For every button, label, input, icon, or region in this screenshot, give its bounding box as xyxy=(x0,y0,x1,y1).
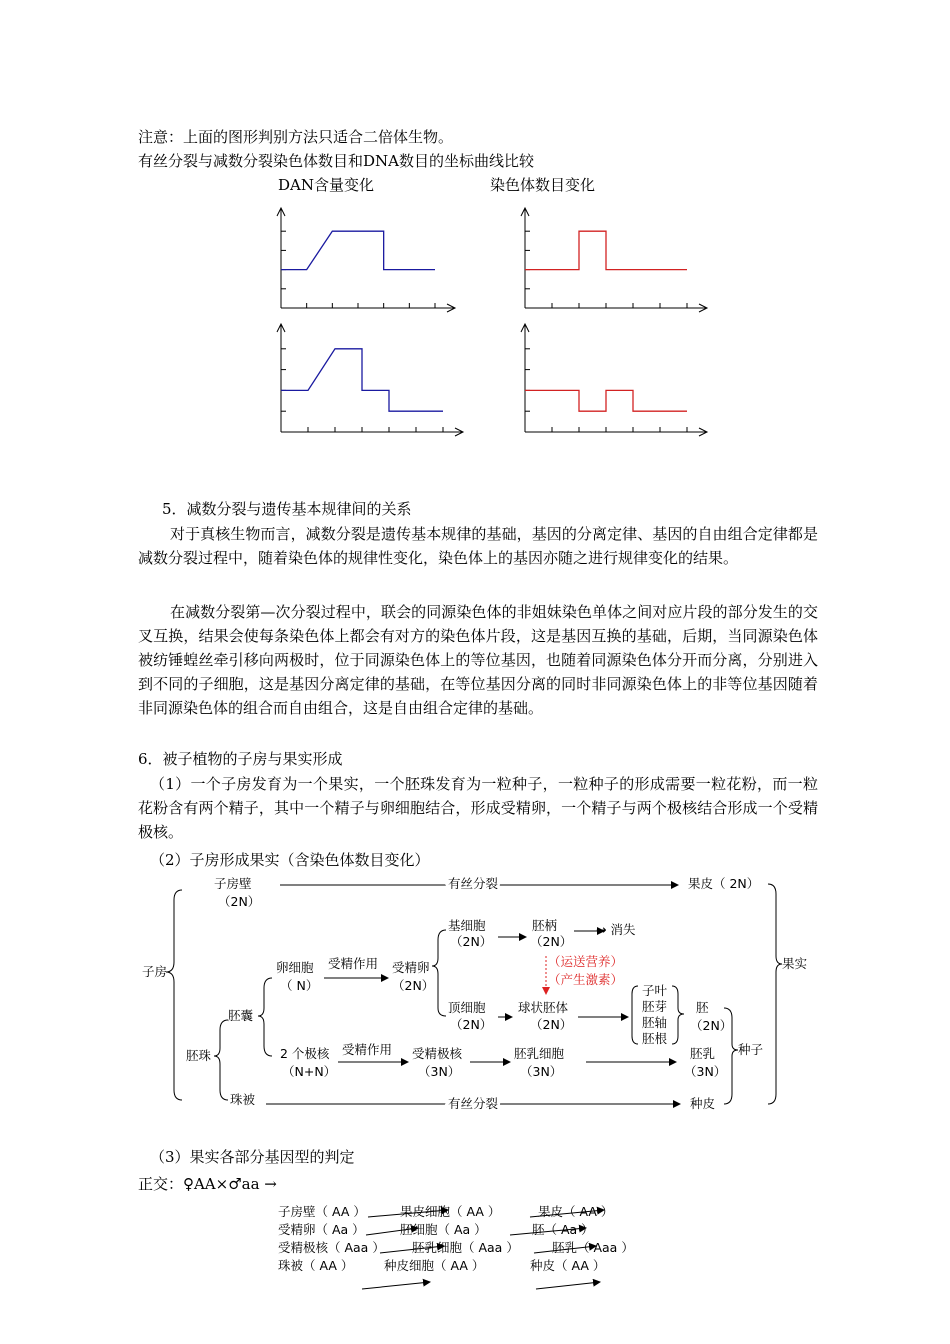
svg-text:（3N）: （3N） xyxy=(684,1064,727,1079)
label-ovary-wall: 子房壁 xyxy=(214,876,252,891)
chart-title-dna: DAN含量变化 xyxy=(278,176,374,194)
svg-text:有丝分裂: 有丝分裂 xyxy=(448,1096,499,1111)
section-5-title: 5．减数分裂与遗传基本规律间的关系 xyxy=(162,500,412,518)
svg-text:（2N）: （2N） xyxy=(530,1017,573,1032)
svg-text:（3N）: （3N） xyxy=(418,1064,461,1079)
label-fruit: 果实 xyxy=(782,956,808,971)
label-egg-cell: 卵细胞 xyxy=(276,960,314,975)
svg-text:（N+N）: （N+N） xyxy=(282,1064,337,1079)
label-basal-cell: 基细胞 xyxy=(448,918,486,933)
label-endosperm-cell: 胚乳细胞 xyxy=(514,1046,565,1061)
label-hypocotyl: 胚轴 xyxy=(642,1015,668,1030)
note-text: 注意：上面的图形判别方法只适合二倍体生物。 xyxy=(138,128,454,146)
label-transport-nutrients: （运送营养） xyxy=(548,954,624,969)
label-fertilization-2: 受精作用 xyxy=(342,1042,393,1057)
label-fertilization-1: 受精作用 xyxy=(328,956,379,971)
section-5-para-2: 在减数分裂第—次分裂过程中，联会的同源染色体的非姐妹染色单体之间对应片段的部分发生的交叉互换，结果会使每条染色体上都会有对方的染色体片段，这是基因互换的基础，后期，当同源染色体被纺锤蝗丝牵引移向两极时，位于同源染色体上的等位基因，也随着同源染色体分开而分离，分别进入到不同的子细胞，这是基因分离定律的基础，在等位基因分离的同时非同源染色体上的非等位基因随着非同源染色体的组合而自由组合，这是自由组合定律的基础。 xyxy=(138,603,818,717)
compare-title: 有丝分裂与减数分裂染色体数目和DNA数目的坐标曲线比较 xyxy=(138,152,534,170)
cross-label: 正交：♀AA×♂aa → xyxy=(138,1175,277,1193)
label-polar-nuclei: 2 个极核 xyxy=(280,1046,330,1061)
label-embryo-sac: 胚囊 xyxy=(228,1008,254,1023)
svg-text:（2N）: （2N） xyxy=(530,934,573,949)
label-pericarp: 果皮（ 2N） xyxy=(688,876,760,891)
label-ovary: 子房 xyxy=(142,964,168,979)
label-globular-embryo: 球状胚体 xyxy=(518,1000,569,1015)
label-seed-coat: 种皮 xyxy=(690,1096,716,1111)
label-cotyledon: 子叶 xyxy=(642,983,668,998)
section-6-para-3: （3）果实各部分基因型的判定 xyxy=(150,1148,355,1166)
label-disappear: → 消失 xyxy=(596,922,636,937)
svg-text:（2N）: （2N） xyxy=(218,894,261,909)
svg-text:（2N）: （2N） xyxy=(392,978,435,993)
label-endosperm: 胚乳 xyxy=(690,1046,716,1061)
label-ovule: 胚珠 xyxy=(186,1048,212,1063)
chart-title-chromosome: 染色体数目变化 xyxy=(490,176,596,194)
label-produce-hormones: （产生激素） xyxy=(548,972,624,987)
svg-text:有丝分裂: 有丝分裂 xyxy=(448,876,499,891)
section-5-para-1: 对于真核生物而言，减数分裂是遗传基本规律的基础，基因的分离定律、基因的自由组合定律都是减数分裂过程中，随着染色体的规律性变化，染色体上的基因亦随之进行规律变化的结果。 xyxy=(138,525,818,567)
svg-text:（3N）: （3N） xyxy=(520,1064,563,1079)
label-integument: 珠被 xyxy=(230,1092,256,1107)
label-suspensor: 胚柄 xyxy=(532,918,558,933)
label-seed: 种子 xyxy=(738,1042,764,1057)
svg-text:（2N）: （2N） xyxy=(450,934,493,949)
label-apical-cell: 顶细胞 xyxy=(448,1000,486,1015)
svg-text:（2N）: （2N） xyxy=(690,1018,733,1033)
label-zygote: 受精卵 xyxy=(392,960,430,975)
svg-text:（ N）: （ N） xyxy=(280,978,319,993)
section-6-para-2: （2）子房形成果实（含染色体数目变化） xyxy=(150,851,430,869)
section-6-title: 6．被子植物的子房与果实形成 xyxy=(138,750,343,768)
label-fertilized-polar: 受精极核 xyxy=(412,1046,463,1061)
section-6-para-1: （1）一个子房发育为一个果实，一个胚珠发育为一粒种子，一粒种子的形成需要一粒花粉，而一粒花粉含有两个精子，其中一个精子与卵细胞结合，形成受精卵，一个精子与两个极核结合形成一个受精极核。 xyxy=(138,775,818,841)
label-radicle: 胚根 xyxy=(642,1031,668,1046)
svg-text:（2N）: （2N） xyxy=(450,1017,493,1032)
label-plumule: 胚芽 xyxy=(642,999,668,1014)
label-embryo: 胚 xyxy=(696,1000,709,1015)
